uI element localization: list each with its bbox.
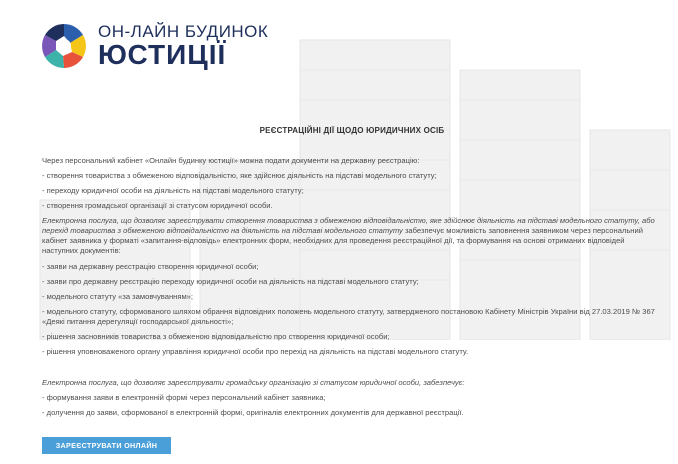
service-description-2: Електронна послуга, що дозволяє зареєструвати громадську організацію зі статусом юридичної особи, забезпечує: [42,378,465,387]
intro-text: Через персональний кабінет «Онлайн будинку юстиції» можна подати документи на державну реєстрацію: [42,156,420,165]
list-item: - рішення уповноваженого органу управління юридичної особи про перехід на діяльність на підставі модельного статуту. [42,347,469,356]
service-description-1-italic: Електронна послуга, що дозволяє зареєструвати створення товариства з обмеженою відповідальністю, яке здійснює діяльність на підставі модельного статуту, або перехід товариства з обмеженою відповідальністю на діяльність на підставі модельного статуту [42,216,655,235]
list-item: - формування заяви в електронній формі через персональний кабінет заявника; [42,393,326,402]
service-description-1 [42,216,662,256]
list-item: - модельного статуту, сформованого шляхом обрання відповідних положень модельного статуту, затвердженого постановою Кабінету Міністрів України від 27.03.2019 № 367 «Деякі питання дерегуляції господарської діяльності»; [42,307,655,326]
site-header [40,22,268,70]
list-item: - переходу юридичної особи на діяльність на підставі модельного статуту; [42,186,304,195]
logo-wordmark[interactable] [98,23,268,69]
register-online-button[interactable]: ЗАРЕЄСТРУВАТИ ОНЛАЙН [42,437,171,454]
service-description-1-rest: забезпечує можливість заповнення заявником через персональний кабінет заявника у форматі «запитання-відповідь» електронних форм, необхідних для проведення реєстраційної дії, та формування на основі отриманих відповідей наступних документів: [42,226,643,255]
logo-line-1: ОН-ЛАЙН БУДИНОК [98,22,269,41]
logo-line-2: ЮСТИЦІЇ [98,39,227,70]
list-item: - модельного статуту «за замовчуванням»; [42,292,193,301]
list-item: - заяви про державну реєстрацію переходу юридичної особи на діяльність на підставі модельного статуту; [42,277,419,286]
list-item: - долучення до заяви, сформованої в електронній формі, оригіналів електронних документів для державної реєстрації. [42,408,464,417]
list-item: - створення товариства з обмеженою відповідальністю, яке здійснює діяльність на підставі модельного статуту; [42,171,437,180]
logo-aperture-icon[interactable] [40,22,88,70]
list-item: - заяви на державну реєстрацію створення юридичної особи; [42,262,259,271]
list-item: - створення громадської організації зі статусом юридичної особи. [42,201,273,210]
list-item: - рішення засновників товариства з обмеженою відповідальністю про створення юридичної особи; [42,332,390,341]
page-title: РЕЄСТРАЦІЙНІ ДІЇ ЩОДО ЮРИДИЧНИХ ОСІБ [259,126,445,135]
